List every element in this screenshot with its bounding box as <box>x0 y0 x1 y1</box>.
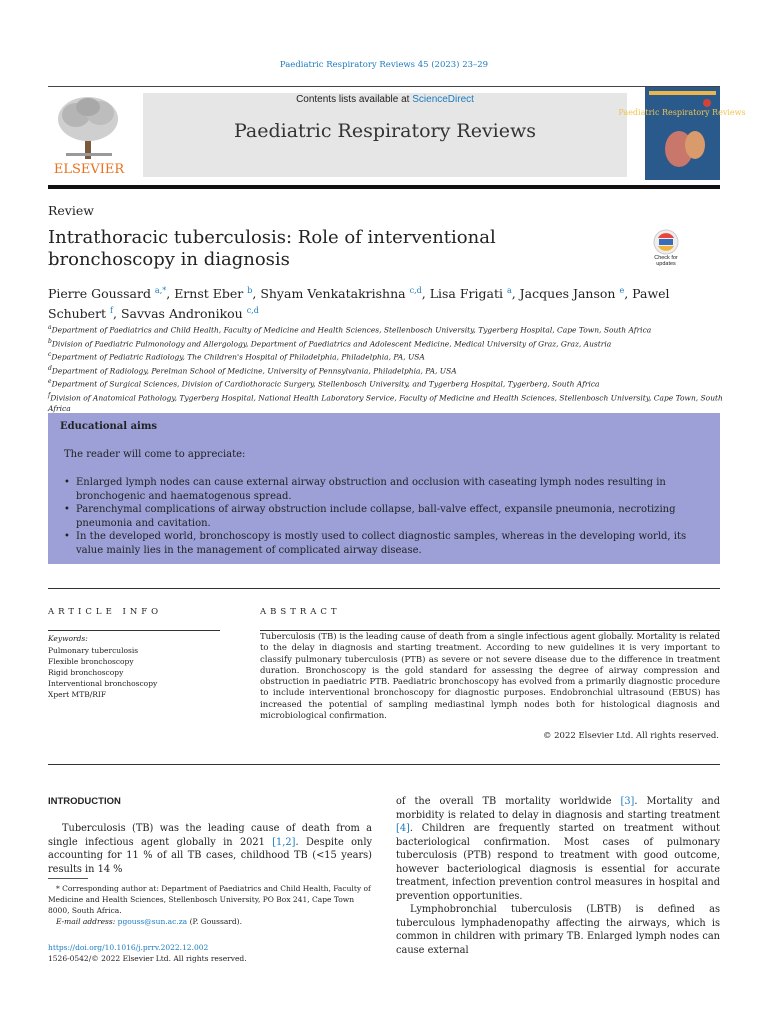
article-info-label: ARTICLE INFO <box>48 607 163 617</box>
contents-line <box>143 94 627 105</box>
body-column-2 <box>396 795 720 957</box>
author-affiliation-marker[interactable]: a,* <box>154 286 167 295</box>
introduction-heading: INTRODUCTION <box>48 796 121 807</box>
affiliation-text: Department of Radiology, Perelman School of Medicine, University of Pennsylvania, Philadelphia, PA, USA <box>51 366 457 375</box>
author-name: Ernst Eber <box>174 286 248 302</box>
author-affiliation-marker[interactable]: c,d <box>409 286 422 295</box>
author-separator: , <box>166 286 175 302</box>
doi-link[interactable]: https://doi.org/10.1016/j.prrv.2022.12.002 <box>48 943 209 952</box>
article-type: Review <box>48 203 94 218</box>
affiliation-item <box>48 322 738 336</box>
list-item: • In the developed world, bronchoscopy is mostly used to collect diagnostic samples, whereas in the developing world, its value mainly lies in the management of complicated airway disease. <box>64 530 714 557</box>
author-affiliation-marker[interactable]: c,d <box>246 306 259 316</box>
author-separator: , <box>113 306 121 322</box>
author-affiliation-marker[interactable]: e <box>619 286 625 295</box>
doi-block <box>48 942 247 964</box>
affiliation-item <box>48 349 738 363</box>
keywords-label: Keywords: <box>48 634 88 643</box>
author-separator: , <box>421 286 430 302</box>
educational-aims-heading: Educational aims <box>60 421 158 432</box>
keyword: Interventional bronchoscopy <box>48 679 158 688</box>
author-name: Jacques Janson <box>519 286 620 302</box>
issn-line: 1526-0542/© 2022 Elsevier Ltd. All rights reserved. <box>48 954 247 963</box>
abstract-copyright: © 2022 Elsevier Ltd. All rights reserved. <box>542 731 719 741</box>
affiliation-text: Department of Paediatrics and Child Health, Faculty of Medicine and Health Sciences, Stellenbosch University, Tygerberg Hospital, Cape Town, South Africa <box>51 325 652 335</box>
article-title: Intrathoracic tuberculosis: Role of interventional bronchoscopy in diagnosis <box>48 227 496 270</box>
citation-link[interactable]: [1,2] <box>272 836 296 848</box>
publisher-name: ELSEVIER <box>53 162 125 177</box>
affiliation-marker: c <box>48 351 52 358</box>
author-separator: , <box>624 286 633 302</box>
body-column-1 <box>48 822 372 876</box>
keyword: Rigid bronchoscopy <box>48 668 124 677</box>
corresponding-text: * Corresponding author at: Department of Paediatrics and Child Health, Faculty of Medicine and Health Sciences, Stellenbosch University, PO Box 241, Cape Town 8000, South Africa. <box>48 884 371 915</box>
affiliation-text: Department of Pediatric Radiology, The Children's Hospital of Philadelphia, Philadelphia, PA, USA <box>51 352 425 362</box>
author-list <box>48 282 728 322</box>
header-thick-rule <box>48 185 720 189</box>
check-for-updates-label: Check for updates <box>654 255 678 267</box>
cover-title: Paediatric Respiratory Reviews <box>618 108 746 117</box>
body-paragraph: of the overall TB mortality worldwide [3]. Mortality and morbidity is related to delay in diagnosis and starting treatment [4]. Children are frequently started on treatment without bacteriological confirmation. Most cases of pulmonary tuberculosis (PTB) respond to treatment with good outcome, however bacteriological diagnosis is essential for accurate treatment, infection prevention control measures in hospital and prevention opportunities. <box>396 796 720 902</box>
body-paragraph: Lymphobronchial tuberculosis (LBTB) is defined as tuberculous lymphadenopathy affecting the airways, which is common in children with primary TB. Enlarged lymph nodes can cause external <box>396 904 720 956</box>
author-name: Pierre Goussard <box>48 286 155 302</box>
corresponding-author-footnote <box>48 883 372 927</box>
affiliation-item <box>48 336 738 350</box>
journal-title[interactable]: Paediatric Respiratory Reviews <box>233 120 537 142</box>
educational-aims-intro: The reader will come to appreciate: <box>64 449 246 460</box>
affiliation-marker: f <box>48 391 51 399</box>
info-divider <box>48 630 220 631</box>
educational-aims-list <box>64 476 714 557</box>
affiliation-item <box>48 363 738 377</box>
abstract-divider <box>260 630 720 631</box>
author-separator: , <box>252 286 261 302</box>
affiliation-item <box>48 390 738 415</box>
author-affiliation-marker[interactable]: f <box>110 306 114 316</box>
sciencedirect-link[interactable]: ScienceDirect <box>412 94 474 105</box>
abstract-bottom-rule <box>48 764 720 765</box>
affiliation-marker: e <box>48 378 52 385</box>
journal-cover-image[interactable] <box>618 87 746 180</box>
email-line <box>48 916 372 927</box>
footnote-rule <box>48 878 88 879</box>
author-name: Lisa Frigati <box>429 286 507 302</box>
affiliation-marker: b <box>48 337 52 345</box>
email-suffix: (P. Goussard). <box>189 917 242 926</box>
check-for-updates-button[interactable] <box>648 228 684 268</box>
header-rule <box>48 86 720 87</box>
citation-link[interactable]: [3] <box>620 796 635 807</box>
email-label: E-mail address: <box>56 917 116 926</box>
affiliation-item <box>48 376 738 390</box>
list-item: • Enlarged lymph nodes can cause external airway obstruction and occlusion with caseating lymph nodes resulting in bronchogenic and haematogenous spread. <box>64 476 714 503</box>
info-top-rule <box>48 588 720 589</box>
abstract-text: Tuberculosis (TB) is the leading cause of death from a single infectious agent globally. Mortality is related to the delay in diagnosis and starting treatment. According to new guidelines it is very important to classify pulmonary tuberculosis (PTB) as severe or not severe disease due to the difference in treatment duration. Bronchoscopy is the gold standard for assessing the degree of airway compression and obstruction in paediatric PTB. Paediatric bronchoscopy has evolved from a primarily diagnostic procedure to include interventional bronchoscopy for diagnostic purposes. Endobronchial ultrasound (EBUS) has increased the potential of sampling mediastinal lymph nodes both for histological diagnosis and microbiological confirmation. <box>260 632 720 722</box>
author-separator: , <box>511 286 520 302</box>
elsevier-logo <box>48 93 130 177</box>
keyword: Pulmonary tuberculosis <box>48 646 139 655</box>
keyword: Flexible bronchoscopy <box>48 657 134 666</box>
author-affiliation-marker[interactable]: a <box>506 286 512 295</box>
body-paragraph: Tuberculosis (TB) was the leading cause of death from a single infectious agent globally in 2021 [1,2]. Despite only accounting for 11 % of all TB cases, childhood TB (<15 years) results in 14 % <box>48 823 372 875</box>
email-link[interactable]: pgouss@sun.ac.za <box>117 917 188 926</box>
affiliation-list <box>48 322 738 414</box>
citation-link[interactable]: [4] <box>396 823 410 834</box>
journal-reference[interactable]: Paediatric Respiratory Reviews 45 (2023) 23–29 <box>279 60 489 70</box>
author-affiliation-marker[interactable]: b <box>247 286 253 295</box>
affiliation-text: Division of Paediatric Pulmonology and Allergology, Department of Paediatrics and Adolescent Medicine, Medical University of Graz, Graz, Austria <box>51 339 612 348</box>
keywords-list <box>48 645 157 700</box>
affiliation-marker: d <box>48 364 52 372</box>
affiliation-marker: a <box>48 324 52 331</box>
keyword: Xpert MTB/RIF <box>48 690 107 699</box>
contents-prefix: Contents lists available at <box>296 94 413 105</box>
author-name: Savvas Andronikou <box>120 306 247 322</box>
affiliation-text: Department of Surgical Sciences, Division of Cardiothoracic Surgery, Stellenbosch University, and Tygerberg Hospital, Tygerberg, South Africa <box>51 379 600 389</box>
affiliation-text: Division of Anatomical Pathology, Tygerberg Hospital, National Health Laboratory Service, Faculty of Medicine and Health Sciences, Stellenbosch University, Cape Town, South Africa <box>48 393 723 413</box>
author-name: Pawel Schubert <box>48 286 670 322</box>
list-item: • Parenchymal complications of airway obstruction include collapse, ball-valve effect, expansile pneumonia, necrotizing pneumonia and cavitation. <box>64 503 714 530</box>
author-name: Shyam Venkatakrishna <box>260 286 410 302</box>
abstract-label: ABSTRACT <box>260 607 341 617</box>
